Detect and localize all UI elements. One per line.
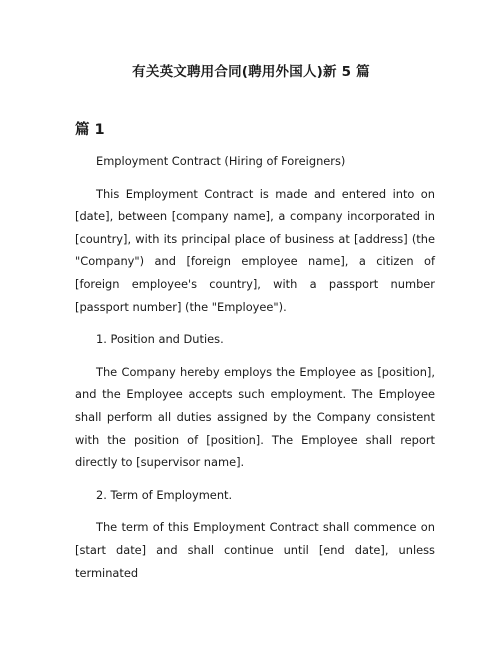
clause-heading-position: 1. Position and Duties. xyxy=(96,332,224,347)
contract-title-paragraph: Employment Contract (Hiring of Foreigners) xyxy=(96,154,346,168)
term-paragraph: The term of this Employment Contract shall commence on [start date] and shall continue until [end date], unless terminated xyxy=(75,520,435,580)
section-heading: 篇 1 xyxy=(75,122,105,138)
clause-heading-term: 2. Term of Employment. xyxy=(96,487,233,502)
preamble-paragraph: This Employment Contract is made and entered into on [date], between [company name], a company incorporated in [country], with its principal place of business at [address] (the "Company") and [foreign employee name], a citizen of [foreign employee's country], with a passport number [passport number] (the "Employee"). xyxy=(75,186,435,314)
position-duties-paragraph: The Company hereby employs the Employee as [position], and the Employee accepts such employment. The Employee shall perform all duties assigned by the Company consistent with the position of [position]. The Employee shall report directly to [supervisor name]. xyxy=(75,364,435,470)
document-title: 有关英文聘用合同(聘用外国人)新 5 篇 xyxy=(132,64,370,80)
document-body xyxy=(75,150,435,594)
